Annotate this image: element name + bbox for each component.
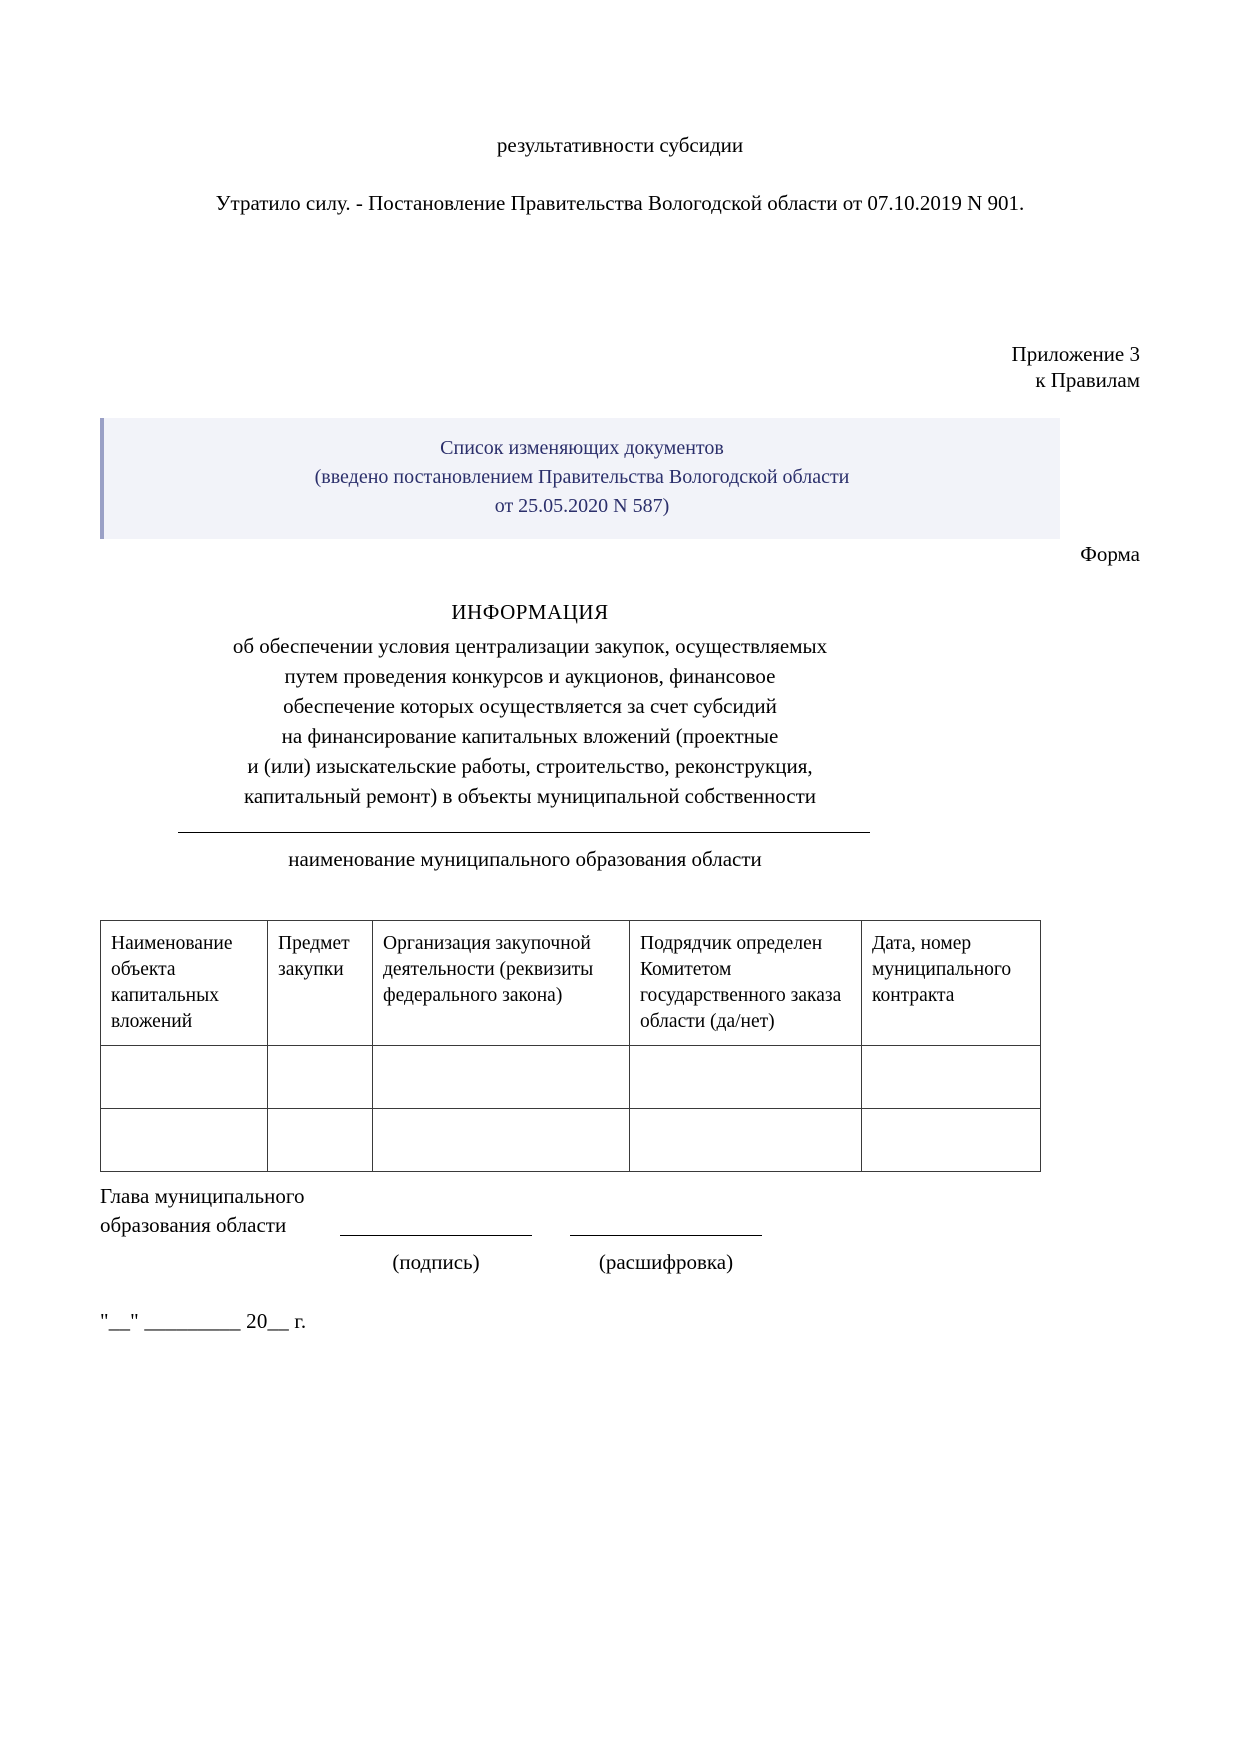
table-cell-contract-date-number[interactable] <box>862 1109 1041 1172</box>
appendix-reference <box>720 341 1140 393</box>
table-header-contractor-determined: Подрядчик определен Комитетом государственного заказа области (да/нет) <box>630 921 862 1046</box>
appendix-to-rules: к Правилам <box>1035 368 1140 392</box>
table-header-row <box>101 921 1041 1046</box>
amending-notice-title: Список изменяющих документов <box>440 437 724 459</box>
signatory-title-line-2: образования области <box>100 1213 287 1237</box>
signature-block <box>100 1182 1040 1336</box>
amending-notice-date: от 25.05.2020 N 587) <box>494 495 670 517</box>
table-header-purchase-subject: Предмет закупки <box>268 921 373 1046</box>
capital-investments-table <box>100 920 1041 1172</box>
table-cell-purchase-subject[interactable] <box>268 1046 373 1109</box>
table-header-contract-date-number: Дата, номер муниципального контракта <box>862 921 1041 1046</box>
heading-title: ИНФОРМАЦИЯ <box>451 600 609 624</box>
heading-line-6: капитальный ремонт) в объекты муниципальной собственности <box>243 784 817 808</box>
signature-lines <box>340 1233 1040 1240</box>
information-heading <box>140 597 920 811</box>
heading-line-5: и (или) изыскательские работы, строительство, реконструкция, <box>247 754 813 778</box>
heading-line-1: об обеспечении условия централизации закупок, осуществляемых <box>232 634 828 658</box>
table-header-procurement-organization: Организация закупочной деятельности (реквизиты федерального закона) <box>373 921 630 1046</box>
fragment-subsidy-effectiveness: результативности субсидии <box>496 133 744 157</box>
table-cell-object-name[interactable] <box>101 1109 268 1172</box>
heading-line-3: обеспечение которых осуществляется за счет субсидий <box>283 694 777 718</box>
repeal-note: Утратило силу. - Постановление Правительства Вологодской области от 07.10.2019 N 901. <box>215 191 1025 215</box>
table-cell-object-name[interactable] <box>101 1046 268 1109</box>
table-cell-contract-date-number[interactable] <box>862 1046 1041 1109</box>
table-cell-contractor-determined[interactable] <box>630 1109 862 1172</box>
signature-blank-line[interactable] <box>340 1233 532 1236</box>
signature-caption: (подпись) <box>392 1250 480 1274</box>
top-fragment-block <box>100 130 1140 218</box>
table-row[interactable] <box>101 1109 1041 1172</box>
heading-line-4: на финансирование капитальных вложений (проектные <box>281 724 779 748</box>
amending-documents-notice <box>100 418 1060 539</box>
form-label: Форма <box>1080 542 1140 566</box>
signatory-title-line-1: Глава муниципального <box>100 1184 305 1208</box>
table-row[interactable] <box>101 1046 1041 1109</box>
table-cell-procurement-organization[interactable] <box>373 1109 630 1172</box>
amending-notice-source: (введено постановлением Правительства Вологодской области <box>314 466 850 488</box>
table-header-object-name: Наименование объекта капитальных вложений <box>101 921 268 1046</box>
table-cell-contractor-determined[interactable] <box>630 1046 862 1109</box>
name-blank-line[interactable] <box>570 1233 762 1236</box>
municipality-name-caption: наименование муниципального образования области <box>288 847 762 871</box>
table-cell-procurement-organization[interactable] <box>373 1046 630 1109</box>
signature-row <box>100 1182 1040 1240</box>
signature-captions <box>340 1248 1040 1277</box>
appendix-number: Приложение 3 <box>1011 342 1140 366</box>
municipality-name-blank-line[interactable] <box>178 832 870 833</box>
signatory-title <box>100 1182 340 1240</box>
heading-line-2: путем проведения конкурсов и аукционов, финансовое <box>284 664 776 688</box>
date-blank-line[interactable]: "__" _________ 20__ г. <box>100 1309 307 1333</box>
name-caption: (расшифровка) <box>598 1250 734 1274</box>
table-cell-purchase-subject[interactable] <box>268 1109 373 1172</box>
